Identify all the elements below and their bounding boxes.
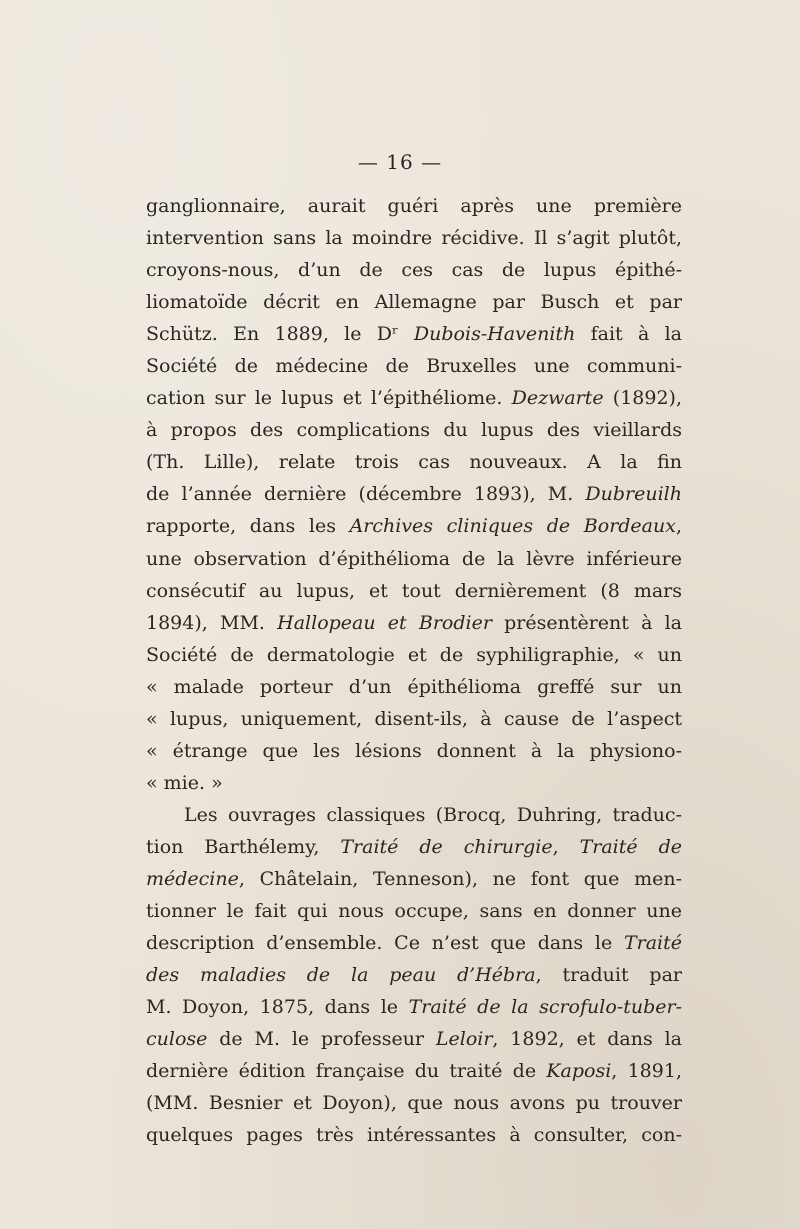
text-line — [146, 543, 682, 575]
text-line — [146, 1055, 682, 1087]
text-line — [146, 607, 682, 639]
text-segment: liomatoïde décrit en Allemagne par Busch et par — [146, 291, 682, 314]
text-segment: rapporte, dans les — [146, 515, 350, 538]
text-line — [146, 959, 682, 991]
text-line — [146, 991, 682, 1023]
italic-text: Traité de chirurgie — [340, 835, 553, 858]
italic-text: Traité de — [579, 835, 682, 858]
text-segment: description d’ensemble. Ce n’est que dans le — [146, 932, 624, 955]
text-segment: intervention sans la moindre récidive. Il s’agit plutôt, — [146, 227, 682, 250]
text-segment: , — [552, 835, 580, 858]
text-line — [146, 478, 682, 510]
italic-text: Archives cliniques de Bordeaux — [349, 515, 676, 538]
italic-text: Dubois-Havenith — [413, 323, 576, 346]
text-line — [146, 286, 682, 318]
text-line — [146, 671, 682, 703]
text-segment: , 1892, et dans la — [492, 1028, 682, 1051]
italic-text: Hallopeau et Brodier — [277, 611, 492, 634]
text-segment: 1894), MM. — [146, 611, 278, 634]
text-line — [146, 222, 682, 254]
text-segment: consécutif au lupus, et tout dernièrement (8 mars — [146, 579, 682, 602]
body-text — [146, 190, 682, 1151]
text-line — [146, 703, 682, 735]
italic-text: Kaposi — [546, 1060, 612, 1083]
text-segment: « lupus, uniquement, disent-ils, à cause de l’aspect — [146, 707, 682, 730]
text-segment: , 1891, — [611, 1060, 682, 1083]
text-line — [146, 639, 682, 671]
text-segment: Société de dermatologie et de syphiligraphie, « un — [146, 643, 682, 666]
text-segment: à propos des complications du lupus des vieillards — [146, 419, 682, 442]
text-segment: (1892), — [603, 387, 683, 410]
text-segment: « étrange que les lésions donnent à la physiono- — [146, 739, 682, 762]
text-line — [146, 510, 682, 542]
text-segment: « malade porteur d’un épithélioma greffé sur un — [146, 675, 682, 698]
text-line — [146, 254, 682, 286]
text-segment: de M. le professeur — [207, 1028, 436, 1051]
italic-text: médecine — [146, 867, 239, 890]
text-segment: tionner le fait qui nous occupe, sans en donner une — [146, 900, 682, 923]
text-segment: M. Doyon, 1875, dans le — [146, 996, 409, 1019]
text-segment: « mie. » — [146, 771, 223, 794]
text-line — [146, 1023, 682, 1055]
text-segment: (MM. Besnier et Doyon), que nous avons pu trouver — [146, 1092, 682, 1115]
text-line — [146, 927, 682, 959]
text-line — [146, 350, 682, 382]
italic-text: Leloir — [435, 1028, 493, 1051]
text-line — [146, 190, 682, 222]
text-line — [146, 382, 682, 414]
text-segment: cation sur le lupus et l’épithéliome. — [146, 387, 512, 410]
text-segment: de l’année dernière (décembre 1893), M. — [146, 483, 586, 506]
page-number-header: — 16 — — [357, 150, 443, 174]
text-segment: (Th. Lille), relate trois cas nouveaux. A la fin — [146, 451, 682, 474]
text-segment: croyons-nous, d’un de ces cas de lupus épithé- — [146, 259, 682, 282]
text-line — [146, 318, 682, 350]
text-line — [146, 575, 682, 607]
text-segment: tion Barthélemy, — [146, 835, 341, 858]
italic-text: des maladies de la peau d’Hébra — [146, 964, 536, 987]
text-line — [146, 1087, 682, 1119]
text-line — [146, 895, 682, 927]
text-line — [146, 831, 682, 863]
text-segment: Schütz. En 1889, le Dʳ — [146, 323, 414, 346]
text-segment: quelques pages très intéressantes à consulter, con- — [146, 1124, 682, 1147]
text-segment: une observation d’épithélioma de la lèvre inférieure — [146, 547, 682, 570]
text-segment: présentèrent à la — [491, 611, 682, 634]
text-segment: Les ouvrages classiques (Brocq, Duhring, traduc- — [184, 803, 682, 826]
text-line — [146, 414, 682, 446]
text-line — [146, 735, 682, 767]
italic-text: Traité de la scrofulo-tuber- — [408, 996, 682, 1019]
text-segment: , traduit par — [535, 964, 682, 987]
text-line — [146, 446, 682, 478]
text-segment: ganglionnaire, aurait guéri après une première — [146, 195, 682, 217]
italic-text: Traité — [623, 932, 682, 955]
text-segment: , — [675, 515, 683, 538]
text-segment: fait à la — [575, 323, 682, 346]
italic-text: culose — [146, 1028, 208, 1051]
text-line — [146, 767, 682, 799]
italic-text: Dezwarte — [511, 387, 604, 410]
text-line — [146, 799, 682, 831]
italic-text: Dubreuilh — [585, 483, 682, 506]
text-segment: dernière édition française du traité de — [146, 1060, 547, 1083]
text-line — [146, 1119, 682, 1151]
text-segment: , Châtelain, Tenneson), ne font que men- — [238, 867, 682, 890]
text-segment: Société de médecine de Bruxelles une communi- — [146, 355, 682, 378]
text-line — [146, 863, 682, 895]
